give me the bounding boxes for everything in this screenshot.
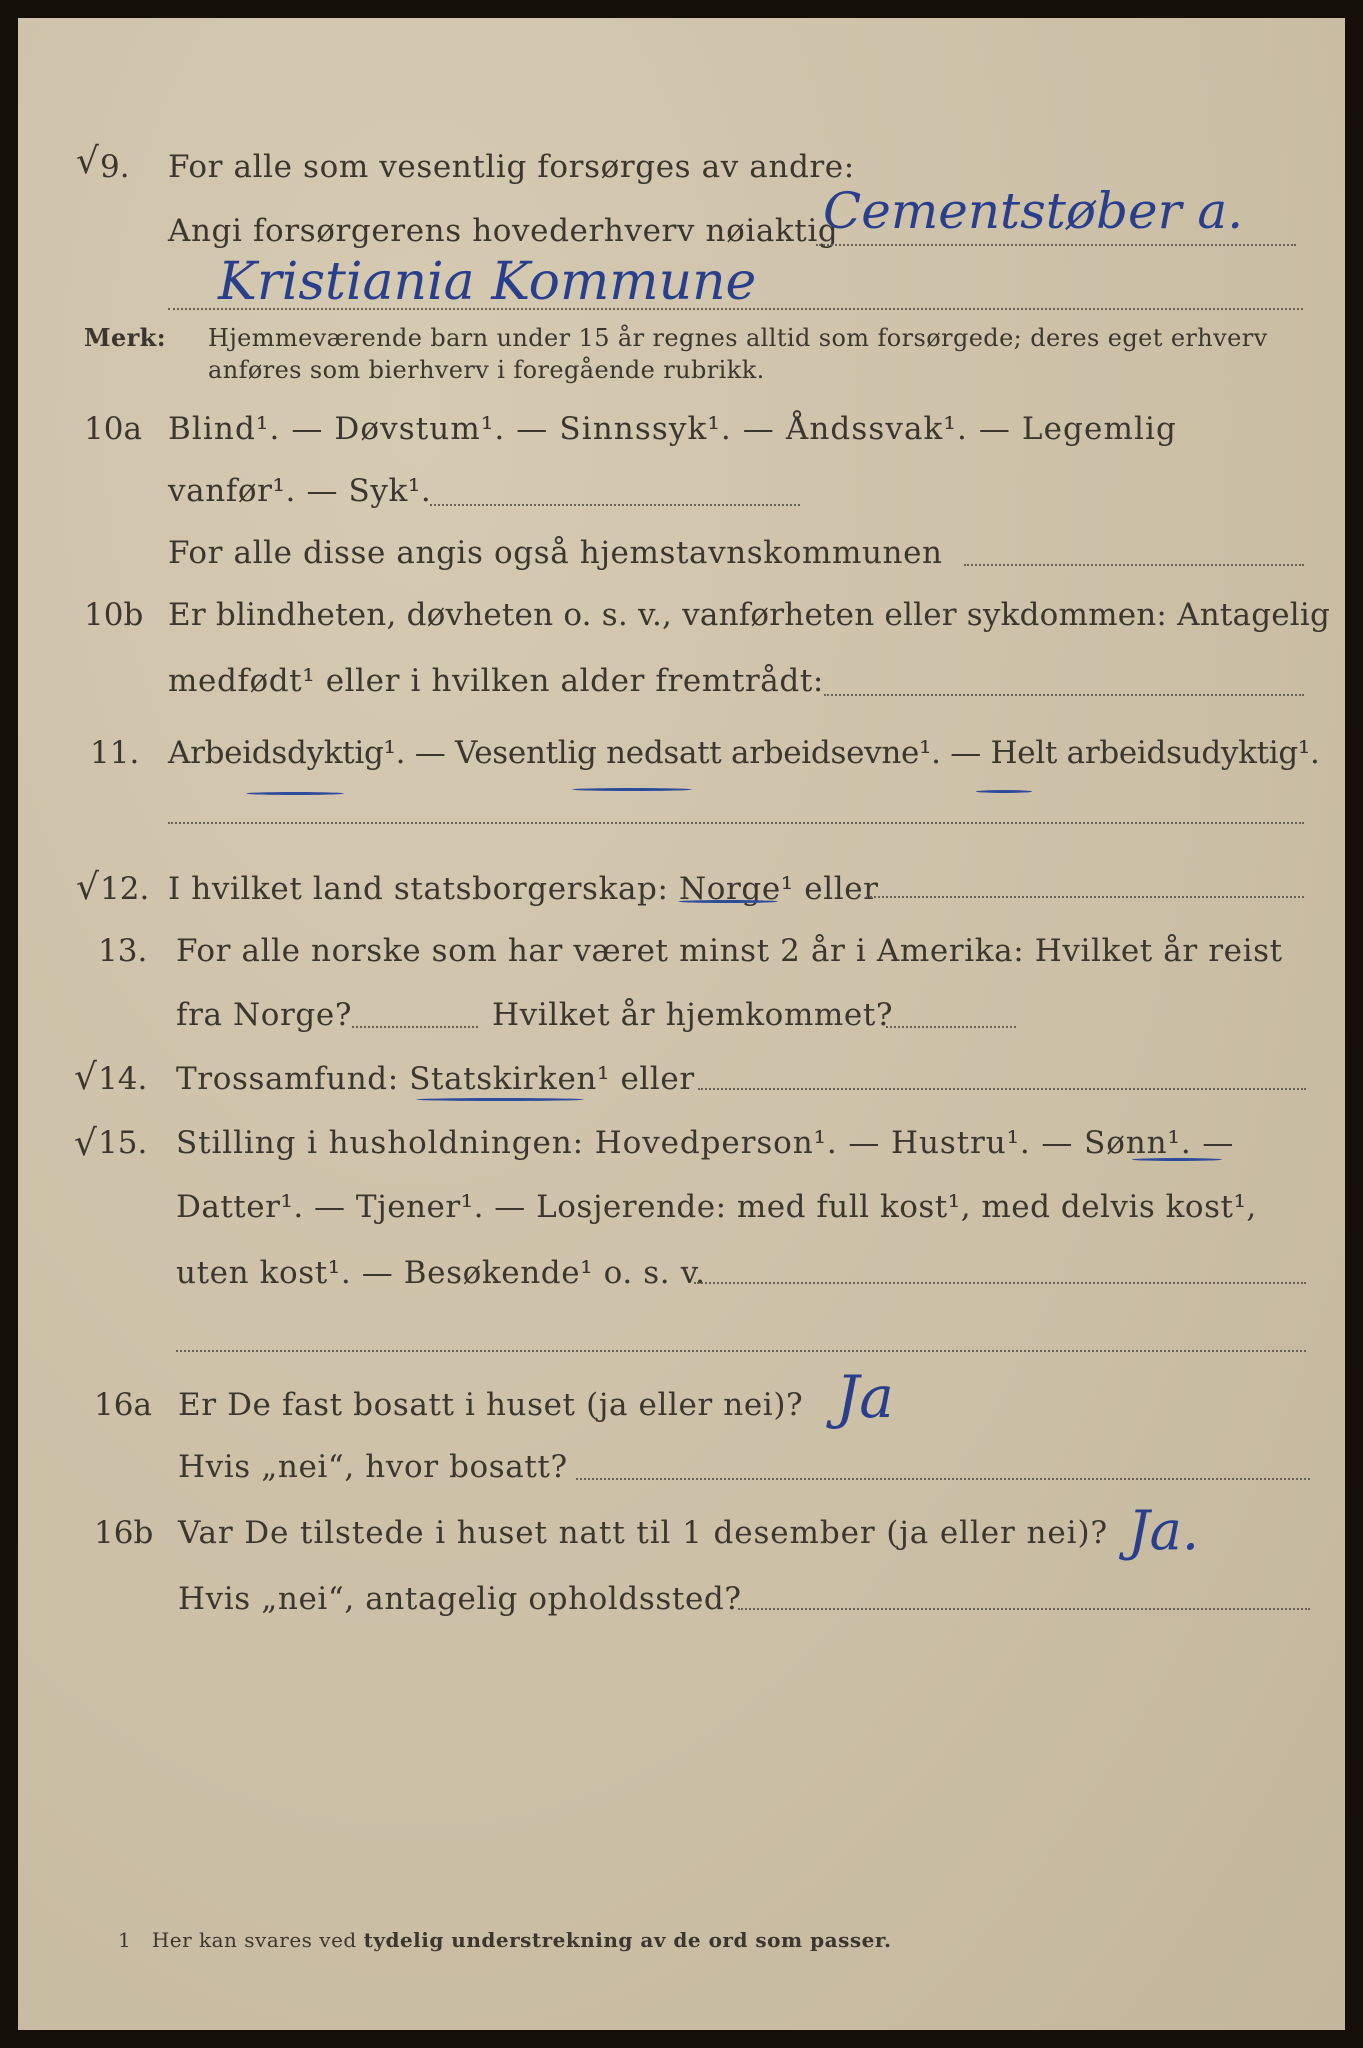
q10a-municipality-line xyxy=(964,564,1304,566)
q12-underline-norge xyxy=(678,900,778,903)
question-number-14: 14. xyxy=(98,1061,148,1097)
q15-answer-line-2 xyxy=(176,1350,1306,1352)
q11-underline-mark-2 xyxy=(572,788,692,791)
q15-line-2: Datter¹. — Tjener¹. — Losjerende: med full kost¹, med delvis kost¹, xyxy=(176,1189,1257,1225)
question-number-15: 15. xyxy=(98,1125,148,1161)
q14-line-1: Trossamfund: Statskirken¹ eller xyxy=(176,1061,695,1097)
q10a-line-2: vanfør¹. — Syk¹. xyxy=(168,473,432,509)
footnote-text-bold: tydelig understrekning av de ord som passer. xyxy=(363,1928,892,1952)
q15-line-3: uten kost¹. — Besøkende¹ o. s. v. xyxy=(176,1255,706,1291)
q9-answer-line-1 xyxy=(816,244,1296,246)
q10a-line-3: For alle disse angis også hjemstavnskommunen xyxy=(168,535,943,571)
q16a-handwritten-answer: Ja xyxy=(836,1363,894,1431)
footnote-marker: 1 xyxy=(118,1928,132,1952)
check-mark-15: √ xyxy=(74,1123,97,1164)
q13-year-returned-line xyxy=(886,1026,1016,1028)
q9-handwritten-employer: Kristiania Kommune xyxy=(218,252,757,312)
q13-line-2b: Hvilket år hjemkommet? xyxy=(492,997,894,1033)
question-number-16b: 16b xyxy=(94,1515,154,1551)
q13-line-1: For alle norske som har været minst 2 år i Amerika: Hvilket år reist xyxy=(176,933,1283,969)
q13-year-left-line xyxy=(352,1026,478,1028)
q11-underline-mark-3 xyxy=(976,790,1032,793)
q10a-line-1: Blind¹. — Døvstum¹. — Sinnssyk¹. — Åndssvak¹. — Legemlig xyxy=(168,411,1177,447)
question-number-10a: 10a xyxy=(84,411,142,447)
q14-underline-statskirken xyxy=(416,1098,584,1101)
merk-label: Merk: xyxy=(84,323,166,352)
q16b-line-1: Var De tilstede i huset natt til 1 desember (ja eller nei)? xyxy=(178,1515,1108,1551)
q16a-line-1: Er De fast bosatt i huset (ja eller nei)? xyxy=(178,1387,804,1423)
q9-line-1: For alle som vesentlig forsørges av andre: xyxy=(168,149,855,185)
q12-answer-line xyxy=(866,896,1304,898)
q16b-handwritten-answer: Ja. xyxy=(1128,1499,1200,1562)
q10b-answer-line xyxy=(824,694,1304,696)
q14-answer-line xyxy=(698,1088,1306,1090)
footnote-text-plain: Her kan svares ved xyxy=(151,1928,357,1952)
footnote xyxy=(118,1928,892,1952)
question-number-11: 11. xyxy=(90,735,140,771)
q16a-answer-line xyxy=(576,1478,1310,1480)
check-mark-9: √ xyxy=(76,141,99,182)
census-form-page xyxy=(18,18,1345,2030)
q15-underline-sonn xyxy=(1132,1158,1222,1161)
q11-line-1: Arbeidsdyktig¹. — Vesentlig nedsatt arbeidsevne¹. — Helt arbeidsudyktig¹. xyxy=(168,735,1320,771)
q10b-line-1: Er blindheten, døvheten o. s. v., vanførheten eller sykdommen: Antagelig xyxy=(168,597,1331,633)
q13-line-2a: fra Norge? xyxy=(176,997,353,1033)
question-number-13: 13. xyxy=(98,933,148,969)
q15-answer-line-1 xyxy=(694,1282,1306,1284)
q12-line-1: I hvilket land statsborgerskap: Norge¹ eller xyxy=(168,871,879,907)
q9-handwritten-occupation: Cementstøber a. xyxy=(823,182,1244,240)
q16b-line-2: Hvis „nei“, antagelig opholdssted? xyxy=(178,1581,742,1617)
q15-line-1: Stilling i husholdningen: Hovedperson¹. — Hustru¹. — Sønn¹. — xyxy=(176,1125,1235,1161)
q11-underline-mark-1 xyxy=(246,792,344,795)
q16b-answer-line xyxy=(738,1608,1310,1610)
merk-line-2: anføres som bierhverv i foregående rubrikk. xyxy=(208,356,765,384)
check-mark-14: √ xyxy=(74,1057,97,1098)
question-number-9: 9. xyxy=(100,149,130,185)
q11-answer-line xyxy=(168,822,1304,824)
question-number-16a: 16a xyxy=(94,1387,152,1423)
merk-line-1: Hjemmeværende barn under 15 år regnes alltid som forsørgede; deres eget erhverv xyxy=(208,324,1268,352)
q16a-line-2: Hvis „nei“, hvor bosatt? xyxy=(178,1449,568,1485)
q10a-sick-answer-line xyxy=(430,504,800,506)
question-number-10b: 10b xyxy=(84,597,144,633)
question-number-12: 12. xyxy=(100,871,150,907)
q9-line-2: Angi forsørgerens hovederhverv nøiaktig xyxy=(168,213,839,249)
q10b-line-2: medfødt¹ eller i hvilken alder fremtrådt: xyxy=(168,663,824,699)
check-mark-12: √ xyxy=(76,867,99,908)
